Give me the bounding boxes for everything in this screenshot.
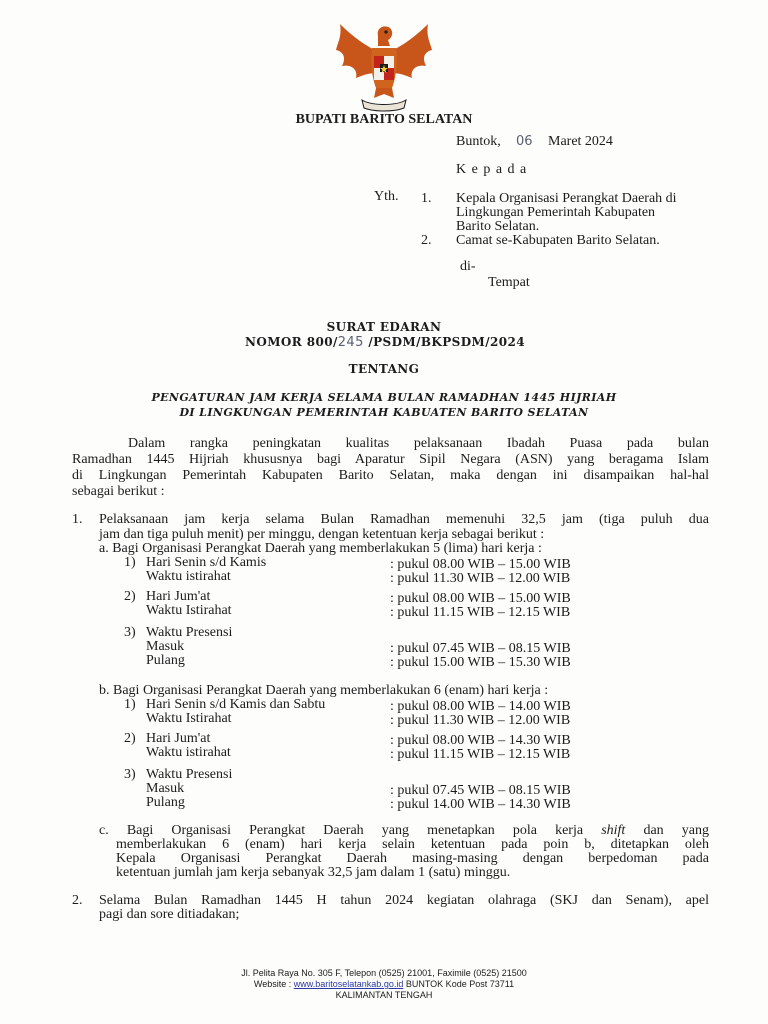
date-month-year: Maret 2024: [548, 134, 613, 149]
intro-line-2: Ramadhan 1445 Hijriah khususnya bagi Aparatur Sipil Negara (ASN) yang beragama Islam: [72, 452, 709, 467]
point-1c-shift-word: shift: [601, 823, 626, 838]
point-1a-row-5-number: 3): [124, 625, 136, 640]
tentang-label: TENTANG: [348, 362, 420, 376]
point-2-line-1: Selama Bulan Ramadhan 1445 H tahun 2024 kegiatan olahraga (SKJ dan Senam), apel: [99, 893, 709, 908]
point-1-number: 1.: [72, 512, 83, 527]
point-1-line-2: jam dan tiga puluh menit) per minggu, dengan ketentuan kerja sebagai berikut :: [99, 527, 545, 542]
point-1a-row-4-value: : pukul 11.15 WIB – 12.15 WIB: [390, 605, 571, 620]
point-1c-line-3: Kepala Organisasi Perangkat Daerah masing-masing dengan berpedoman pada: [116, 851, 709, 866]
point-1a-row-2-label: Waktu istirahat: [146, 569, 231, 584]
issuer-title: BUPATI BARITO SELATAN: [295, 112, 473, 127]
point-2-line-2: pagi dan sore ditiadakan;: [99, 907, 240, 922]
point-1b-row-1-number: 1): [124, 697, 136, 712]
letter-number-suffix: /PSDM/BKPSDM/2024: [363, 335, 526, 349]
point-1a-row-2-value: : pukul 11.30 WIB – 12.00 WIB: [390, 571, 571, 586]
intro-line-3: di Lingkungan Pemerintah Kabupaten Barito Selatan, maka dengan ini disampaikan hal-hal: [72, 468, 709, 483]
footer-province: KALIMANTAN TENGAH: [335, 990, 433, 1000]
point-1a-row-1-label: Hari Senin s/d Kamis: [146, 555, 267, 570]
point-1a-row-3-label: Hari Jum'at: [146, 589, 211, 604]
point-1b-heading: b. Bagi Organisasi Perangkat Daerah yang memberlakukan 6 (enam) hari kerja :: [99, 683, 549, 698]
point-1b-row-6-label: Masuk: [146, 781, 185, 796]
point-1a-row-6-label: Masuk: [146, 639, 185, 654]
intro-line-4: sebagai berikut :: [72, 484, 165, 499]
point-1a-row-3-value: : pukul 08.00 WIB – 15.00 WIB: [390, 591, 571, 606]
point-1b-row-3-value: : pukul 08.00 WIB – 14.30 WIB: [390, 733, 571, 748]
point-1b-row-2-label: Waktu Istirahat: [146, 711, 232, 726]
recipient-1-line-3: Barito Selatan.: [456, 219, 540, 234]
tempat-label: Tempat: [488, 275, 530, 290]
point-1b-row-7-label: Pulang: [146, 795, 185, 810]
point-1b-row-1-value: : pukul 08.00 WIB – 14.00 WIB: [390, 699, 571, 714]
point-1a-row-6-value: : pukul 07.45 WIB – 08.15 WIB: [390, 641, 571, 656]
garuda-emblem-icon: [332, 22, 436, 112]
di-label: di-: [460, 259, 476, 274]
letter-number-prefix: NOMOR 800/: [245, 335, 338, 349]
recipient-2-line-1: Camat se-Kabupaten Barito Selatan.: [456, 233, 660, 248]
recipient-2-number: 2.: [421, 233, 432, 248]
recipient-1-line-2: Lingkungan Pemerintah Kabupaten: [456, 205, 656, 220]
yth-label: Yth.: [374, 189, 399, 204]
point-1a-row-1-number: 1): [124, 555, 136, 570]
point-2-number: 2.: [72, 893, 83, 908]
point-1c-line-2: memberlakukan 6 (enam) hari kerja selain ketentuan pada poin b, ditetapkan oleh: [116, 837, 709, 852]
point-1b-row-6-value: : pukul 07.45 WIB – 08.15 WIB: [390, 783, 571, 798]
footer-website-label: Website :: [253, 979, 294, 989]
footer-postcode: BUNTOK Kode Post 73711: [403, 979, 515, 989]
point-1a-row-7-value: : pukul 15.00 WIB – 15.30 WIB: [390, 655, 571, 670]
letter-number-handwritten: 245: [337, 335, 364, 350]
point-1c-line-1-b: dan yang: [625, 823, 709, 838]
point-1c-line-4: ketentuan jumlah jam kerja sebanyak 32,5 jam dalam 1 (satu) minggu.: [116, 865, 511, 880]
point-1b-row-5-number: 3): [124, 767, 136, 782]
point-1a-row-1-value: : pukul 08.00 WIB – 15.00 WIB: [390, 557, 571, 572]
point-1b-row-7-value: : pukul 14.00 WIB – 14.30 WIB: [390, 797, 571, 812]
intro-line-1: Dalam rangka peningkatan kualitas pelaksanaan Ibadah Puasa pada bulan: [128, 436, 709, 451]
point-1b-row-1-label: Hari Senin s/d Kamis dan Sabtu: [146, 697, 326, 712]
letter-number: [245, 335, 525, 350]
point-1b-row-3-number: 2): [124, 731, 136, 746]
date-day-handwritten: 06: [516, 134, 533, 149]
point-1b-row-3-label: Hari Jum'at: [146, 731, 211, 746]
footer-address: Jl. Pelita Raya No. 305 F, Telepon (0525) 21001, Faximile (0525) 21500: [241, 968, 527, 978]
recipient-1-number: 1.: [421, 191, 432, 206]
point-1-line-1: Pelaksanaan jam kerja selama Bulan Ramadhan memenuhi 32,5 jam (tiga puluh dua: [99, 512, 709, 527]
date-place: Buntok,: [456, 134, 501, 149]
point-1b-row-4-label: Waktu istirahat: [146, 745, 231, 760]
recipient-1-line-1: Kepala Organisasi Perangkat Daerah di: [456, 191, 677, 206]
letter-type: SURAT EDARAN: [326, 320, 442, 334]
point-1a-row-7-label: Pulang: [146, 653, 185, 668]
point-1b-row-5-label: Waktu Presensi: [146, 767, 233, 782]
kepada-label: K e p a d a: [456, 162, 528, 177]
footer-website-link[interactable]: www.baritoselatankab.go.id: [293, 979, 404, 989]
point-1c-line-1-a: c. Bagi Organisasi Perangkat Daerah yang menetapkan pola kerja: [99, 823, 602, 838]
subject-line-1: PENGATURAN JAM KERJA SELAMA BULAN RAMADHAN 1445 HIJRIAH: [151, 391, 617, 404]
point-1a-row-4-label: Waktu Istirahat: [146, 603, 232, 618]
point-1a-row-5-label: Waktu Presensi: [146, 625, 233, 640]
point-1b-row-2-value: : pukul 11.30 WIB – 12.00 WIB: [390, 713, 571, 728]
point-1b-row-4-value: : pukul 11.15 WIB – 12.15 WIB: [390, 747, 571, 762]
point-1a-heading: a. Bagi Organisasi Perangkat Daerah yang memberlakukan 5 (lima) hari kerja :: [99, 541, 542, 556]
point-1a-row-3-number: 2): [124, 589, 136, 604]
footer-website: [150, 979, 618, 990]
subject-line-2: DI LINGKUNGAN PEMERINTAH KABUATEN BARITO SELATAN: [179, 406, 589, 419]
